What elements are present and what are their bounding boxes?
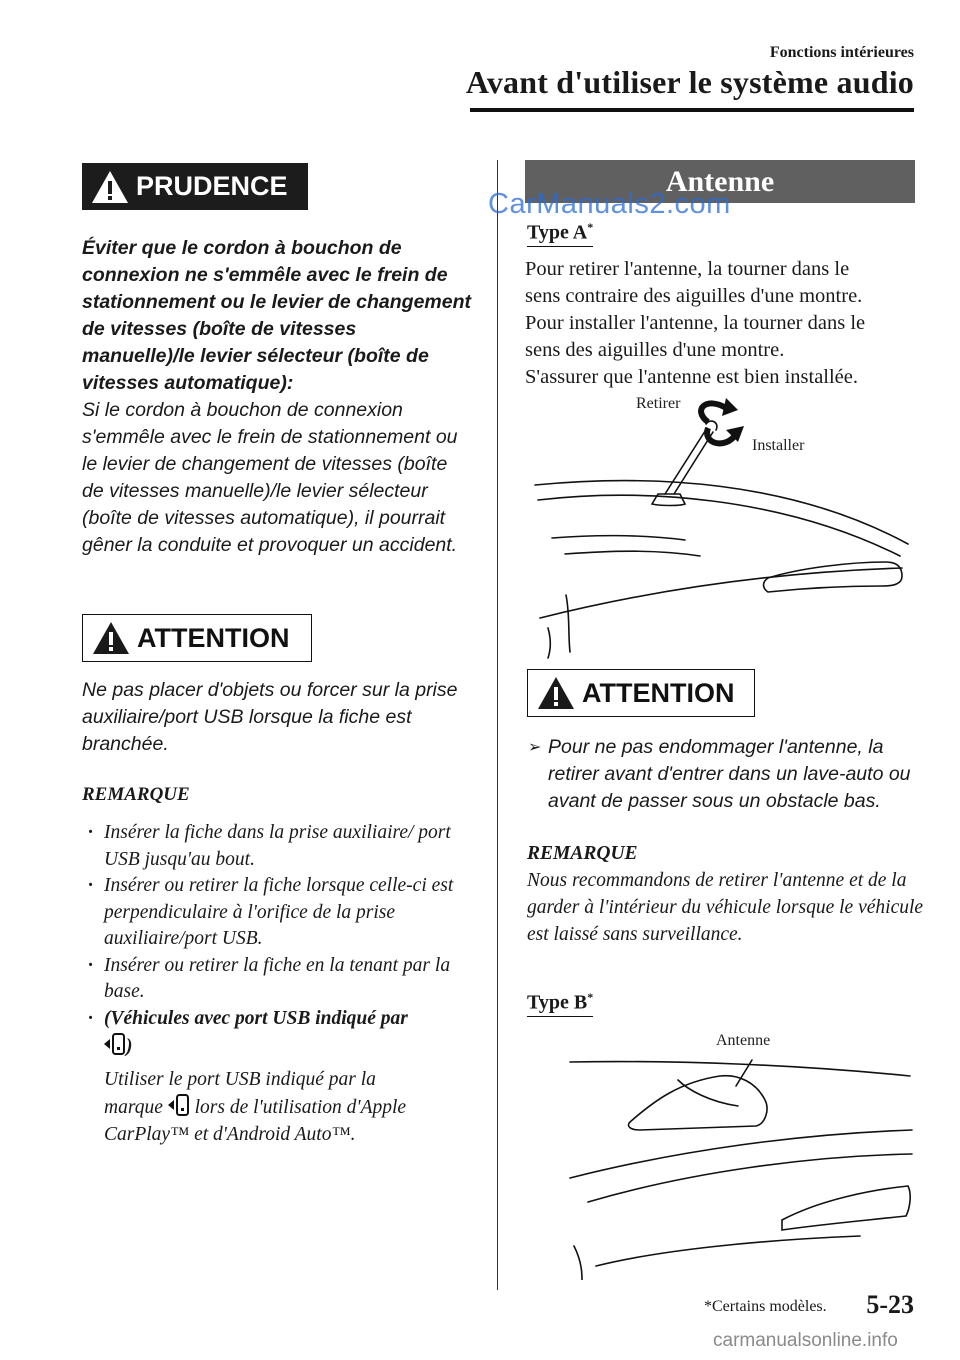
- attention-badge-label: ATTENTION: [582, 677, 735, 708]
- usb-port-icon: [104, 1032, 126, 1056]
- type-a-footnote-mark: *: [587, 220, 594, 234]
- type-a-line: sens contraire des aiguilles d'une montre.: [525, 285, 863, 307]
- antenna-label: Antenne: [716, 1032, 771, 1049]
- watermark-top: CarManuals2.com: [488, 188, 731, 220]
- rotation-arrows-icon: [701, 398, 744, 443]
- list-item: · Insérer ou retirer la fiche en la tenant par la base.: [82, 953, 472, 1006]
- usb-remark-line-1: Utiliser le port USB indiqué par la: [104, 1068, 376, 1090]
- type-a-text: [525, 256, 925, 391]
- attention-item-text: Pour ne pas endommager l'antenne, la retirer avant d'entrer dans un lave-auto ou avant de passer sous un obstacle bas.: [548, 736, 911, 812]
- usb-remark-line-2-post: lors de l'utilisation d'Apple: [194, 1097, 407, 1118]
- usb-remark-line-2-pre: marque: [104, 1097, 163, 1118]
- caution-badge-label: PRUDENCE: [136, 171, 288, 201]
- list-item: [82, 1006, 472, 1149]
- attention-list-item: [528, 734, 928, 815]
- caution-text: [82, 235, 472, 559]
- remark-list: [82, 820, 472, 1148]
- page-title: Avant d'utiliser le système audio: [465, 64, 914, 100]
- list-item: · Insérer ou retirer la fiche lorsque celle-ci est perpendiculaire à l'orifice de la prise auxiliaire/port USB.: [82, 873, 472, 953]
- install-label: Installer: [752, 437, 805, 454]
- type-a-heading: [527, 220, 593, 247]
- type-b-label: Type B: [527, 991, 588, 1014]
- list-item: · Insérer la fiche dans la prise auxiliaire/ port USB jusqu'au bout.: [82, 820, 472, 873]
- type-b-heading: [527, 990, 593, 1017]
- attention-badge: [527, 669, 755, 717]
- section-banner-antenne: Antenne: [525, 160, 915, 203]
- arrow-bullet-icon: ➢: [528, 739, 542, 756]
- header-section: Fonctions intérieures: [769, 44, 914, 61]
- type-a-line: S'assurer que l'antenne est bien installée.: [525, 366, 859, 388]
- remark-heading: REMARQUE: [82, 784, 190, 805]
- attention-badge: [82, 614, 312, 662]
- page-number: 5-23: [866, 1290, 914, 1319]
- warning-icon: [536, 675, 576, 711]
- caution-bold-text: Éviter que le cordon à bouchon de connexion ne s'emmêle avec le frein de stationnement ou le levier de changement de vitesses (boîte de vitesses manuelle)/le levier sélecteur (boîte de vitesses automatique):: [82, 237, 472, 394]
- attention-text: Ne pas placer d'objets ou forcer sur la prise auxiliaire/port USB lorsque la fiche est branchée.: [82, 679, 458, 755]
- type-a-label: Type A: [527, 221, 588, 244]
- usb-remark-heading-close: ): [126, 1036, 133, 1057]
- antenna-type-b-figure: [560, 1030, 920, 1280]
- usb-remark-heading: (Véhicules avec port USB indiqué par: [104, 1007, 408, 1029]
- caution-body-text: Si le cordon à bouchon de connexion s'emmêle avec le frein de stationnement ou le levier de changement de vitesses (boîte de vitesses manuelle)/le levier sélecteur (boîte de vitesses automatique), il pourrait gêner la conduite et provoquer un accident.: [82, 399, 458, 556]
- type-b-footnote-mark: *: [587, 990, 594, 1004]
- usb-remark-line-3: CarPlay™ et d'Android Auto™.: [104, 1123, 356, 1145]
- antenna-type-a-figure: [530, 390, 920, 660]
- caution-badge: [82, 163, 308, 210]
- remark-heading: REMARQUE: [527, 843, 638, 864]
- remove-label: Retirer: [636, 395, 681, 412]
- watermark-bottom: carmanualsonline.info: [713, 1330, 898, 1351]
- type-a-line: sens des aiguilles d'une montre.: [525, 339, 785, 361]
- attention-badge-label: ATTENTION: [137, 622, 290, 653]
- usb-port-icon: [168, 1093, 190, 1117]
- type-a-line: Pour installer l'antenne, la tourner dans le: [525, 312, 866, 334]
- warning-icon: [91, 620, 131, 656]
- type-a-line: Pour retirer l'antenne, la tourner dans le: [525, 258, 850, 280]
- column-divider: [497, 160, 498, 1290]
- warning-icon: [90, 169, 130, 205]
- footnote: *Certains modèles.: [704, 1298, 827, 1315]
- remark-block: [527, 840, 927, 948]
- header-rule: [470, 108, 914, 112]
- remark-text: Nous recommandons de retirer l'antenne et de la garder à l'intérieur du véhicule lorsque le véhicule est laissé sans surveillance.: [527, 870, 924, 945]
